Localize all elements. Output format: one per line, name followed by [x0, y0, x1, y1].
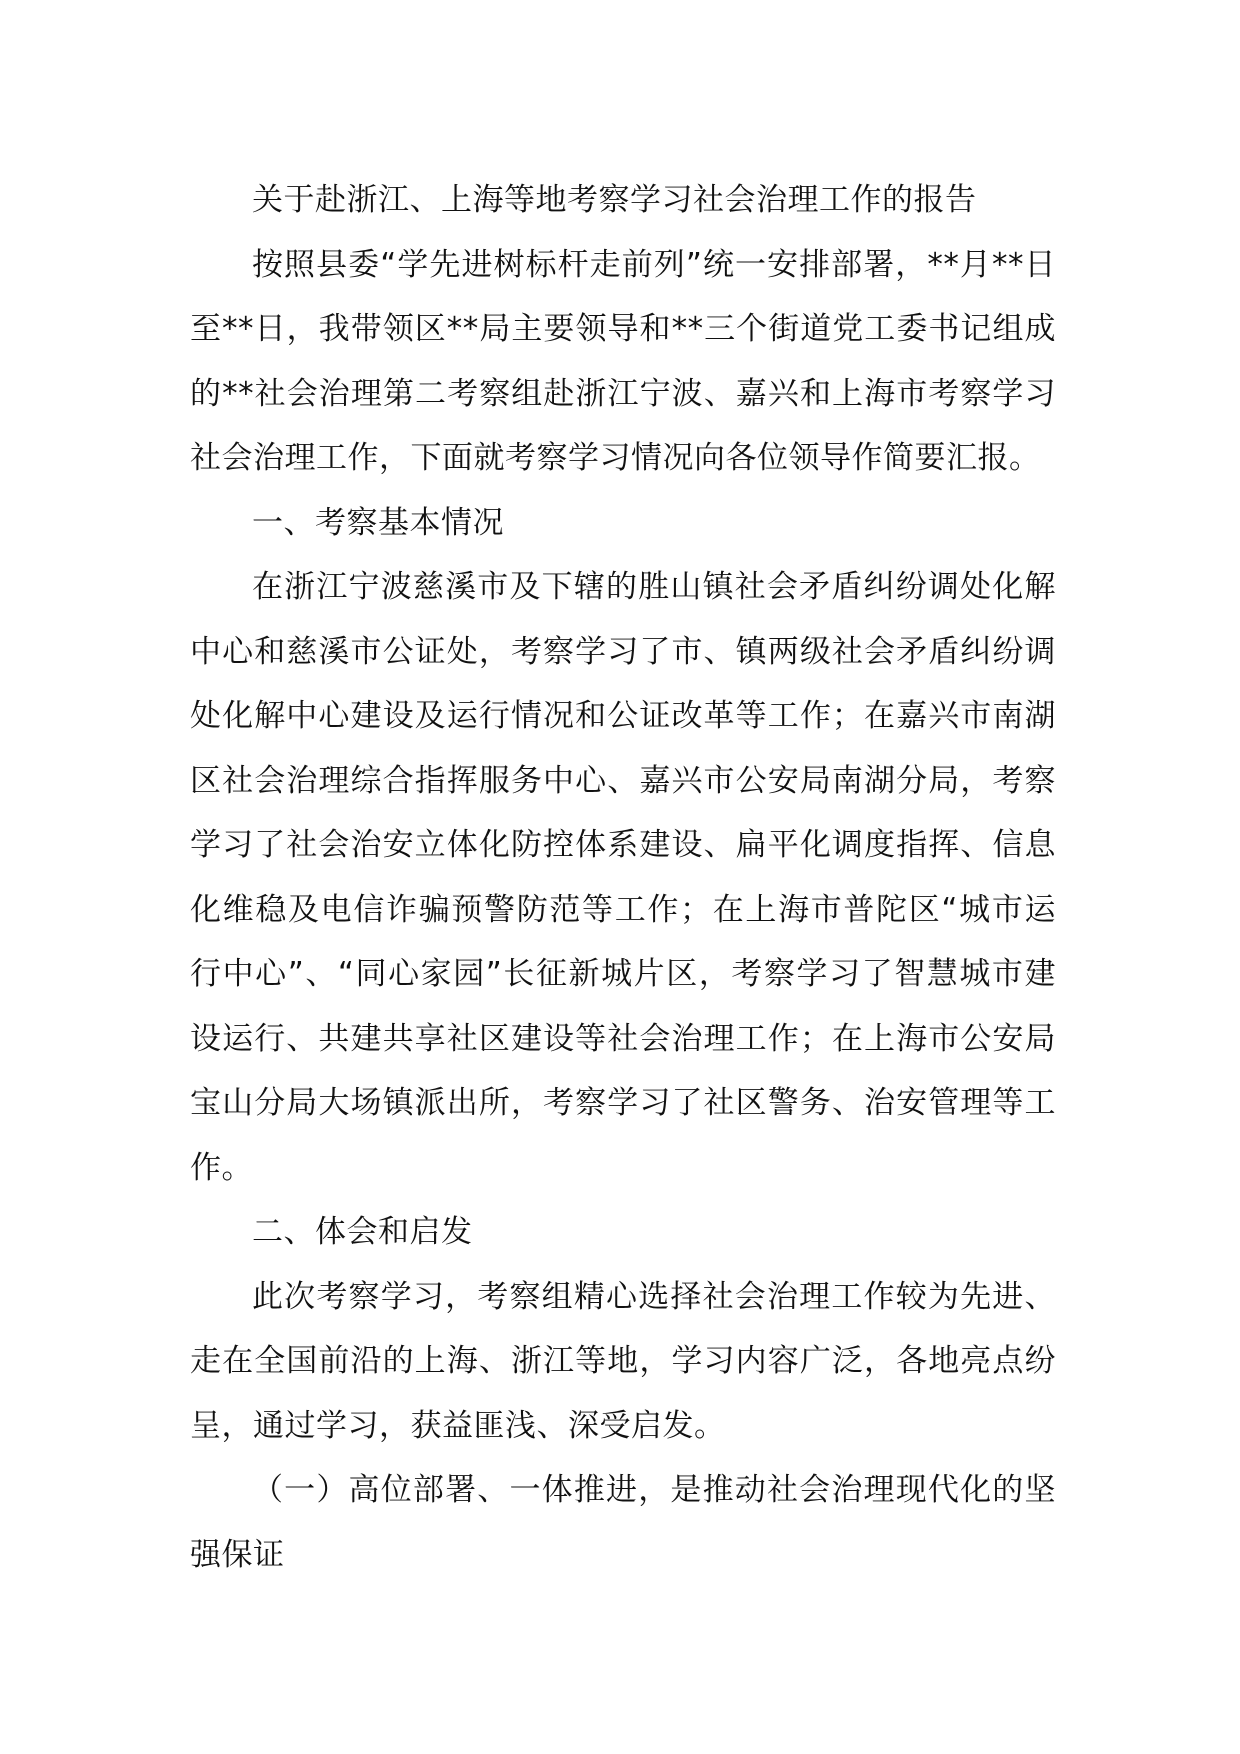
section-1-heading: 一、考察基本情况 [252, 504, 504, 541]
subsection-1-heading: （一）高位部署、一体推进，是推动社会治理现代化的坚强保证 [190, 1472, 1056, 1573]
intro-paragraph: 按照县委“学先进树标杆走前列”统一安排部署，**月**日至**日，我带领区**局主要领导和**三个街道党工委书记组成的**社会治理第二考察组赴浙江宁波、嘉兴和上海市考察学习社会治理工作，下面就考察学习情况向各位领导作简要汇报。 [190, 246, 1056, 476]
document-title: 关于赴浙江、上海等地考察学习社会治理工作的报告 [252, 182, 977, 218]
section-1-paragraph: 在浙江宁波慈溪市及下辖的胜山镇社会矛盾纠纷调处化解中心和慈溪市公证处，考察学习了市、镇两级社会矛盾纠纷调处化解中心建设及运行情况和公证改革等工作；在嘉兴市南湖区社会治理综合指挥服务中心、嘉兴市公安局南湖分局，考察学习了社会治安立体化防控体系建设、扁平化调度指挥、信息化维稳及电信诈骗预警防范等工作；在上海市普陀区“城市运行中心”、“同心家园”长征新城片区，考察学习了智慧城市建设运行、共建共享社区建设等社会治理工作；在上海市公安局宝山分局大场镇派出所，考察学习了社区警务、治安管理等工作。 [190, 569, 1056, 1186]
document-body [190, 168, 1056, 1587]
section-2-paragraph: 此次考察学习，考察组精心选择社会治理工作较为先进、走在全国前沿的上海、浙江等地，学习内容广泛，各地亮点纷呈，通过学习，获益匪浅、深受启发。 [190, 1278, 1056, 1444]
section-2-heading: 二、体会和启发 [252, 1214, 473, 1250]
